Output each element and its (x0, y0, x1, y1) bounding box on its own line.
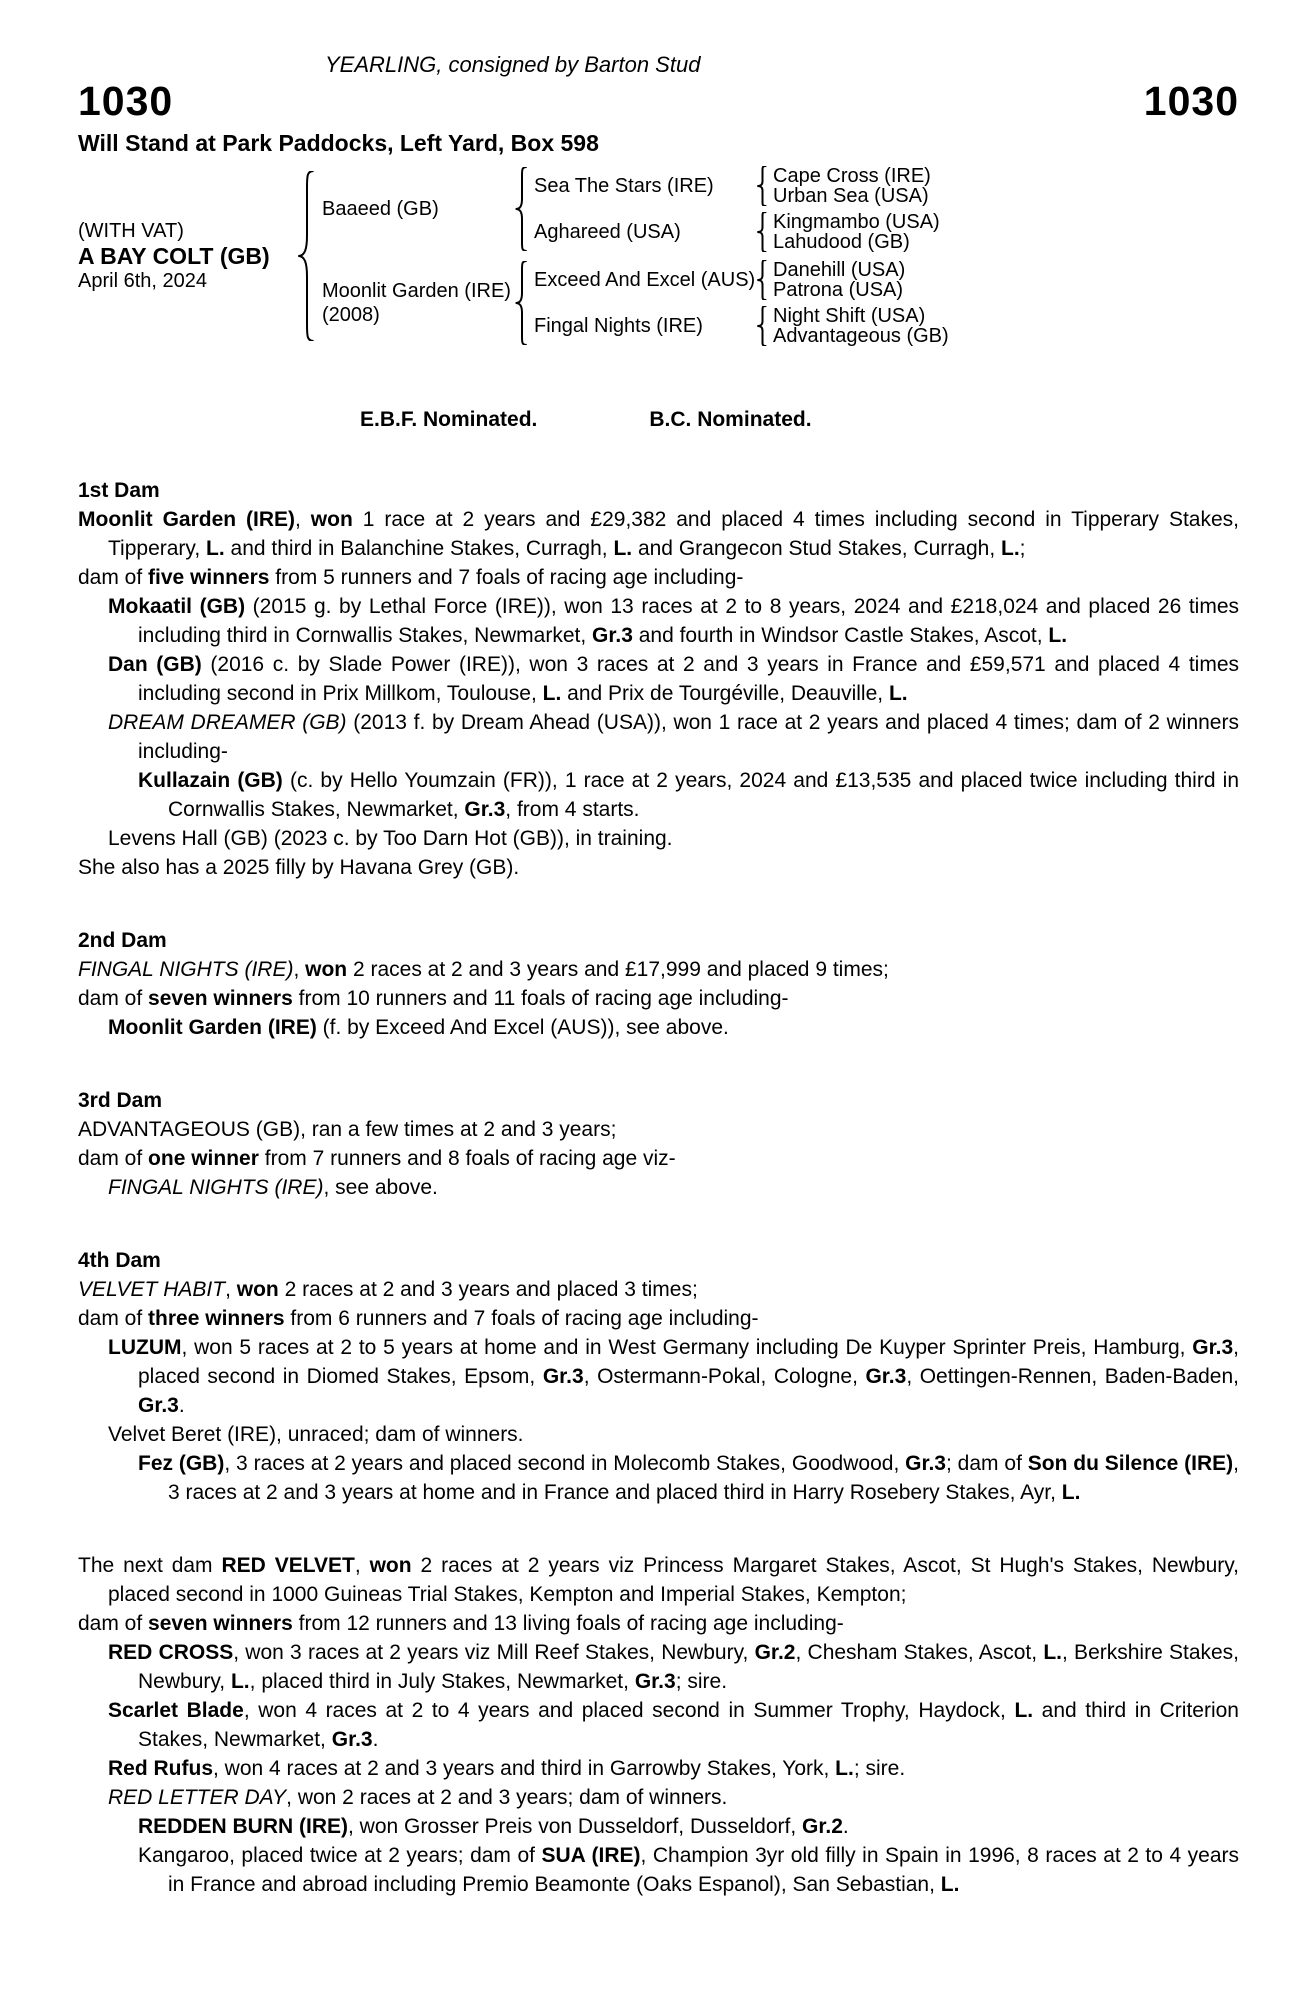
dam-sire-name: Exceed And Excel (AUS) (534, 268, 756, 291)
brace-icon (514, 167, 530, 251)
sire-branch (322, 166, 949, 252)
pedigree-entry: Patrona (USA) (773, 279, 904, 301)
stand-location-line: Will Stand at Park Paddocks, Left Yard, Box 598 (78, 130, 599, 156)
pedigree-paragraph: Kullazain (GB) (c. by Hello Youmzain (FR)), 1 race at 2 years, 2024 and £13,535 and placed twice including third in Cornwallis Stakes, Newmarket, Gr.3, from 4 starts. (138, 769, 1239, 821)
sire-dam-name: Aghareed (USA) (534, 220, 681, 243)
pedigree-paragraph: dam of three winners from 6 runners and 7 foals of racing age including- (78, 1307, 759, 1330)
pedigree-entry: Night Shift (USA) (773, 305, 926, 327)
pedigree-paragraph: Fez (GB), 3 races at 2 years and placed second in Molecomb Stakes, Goodwood, Gr.3; dam of Son du Silence (IRE), 3 races at 2 and 3 years at home and in France and placed third in Harry Rosebery Stakes, Ayr, L. (138, 1452, 1240, 1504)
section-heading: 4th Dam (78, 1249, 161, 1272)
pedigree-paragraph: Kangaroo, placed twice at 2 years; dam of SUA (IRE), Champion 3yr old filly in Spain in 1996, 8 races at 2 to 4 years in France and abroad including Premio Beamonte (Oaks Espanol), San Sebastian, L. (138, 1844, 1239, 1896)
dam-name: Moonlit Garden (IRE) (322, 280, 511, 302)
section-3rd-dam (78, 1086, 1239, 1202)
pedigree-paragraph: LUZUM, won 5 races at 2 to 5 years at home and in West Germany including De Kuyper Sprinter Preis, Hamburg, Gr.3, placed second in Diomed Stakes, Epsom, Gr.3, Ostermann-Pokal, Cologne, Gr.3, Oettingen-Rennen, Baden-Baden, Gr.3. (108, 1336, 1239, 1417)
pedigree-table (78, 166, 1239, 346)
sire-name: Baaeed (GB) (322, 198, 439, 220)
dam-year: (2008) (322, 304, 380, 326)
pedigree-paragraph: The next dam RED VELVET, won 2 races at 2 years viz Princess Margaret Stakes, Ascot, St Hugh's Stakes, Newbury, placed second in 1000 Guineas Trial Stakes, Kempton and Imperial Stakes, Kempton; (78, 1554, 1240, 1606)
section-heading: 3rd Dam (78, 1089, 163, 1112)
pedigree-paragraph: dam of five winners from 5 runners and 7 foals of racing age including- (78, 566, 744, 589)
consignor-line: YEARLING, consigned by Barton Stud (325, 52, 701, 77)
grandparent-names (773, 306, 949, 346)
ebf-note: E.B.F. Nominated. (360, 408, 538, 431)
section-heading: 1st Dam (78, 479, 160, 502)
pedigree-paragraph: RED LETTER DAY, won 2 races at 2 and 3 years; dam of winners. (108, 1786, 728, 1809)
section-heading: 2nd Dam (78, 929, 167, 952)
pedigree-paragraph: FINGAL NIGHTS (IRE), won 2 races at 2 and 3 years and £17,999 and placed 9 times; (78, 958, 889, 981)
pedigree-paragraph: dam of one winner from 7 runners and 8 foals of racing age viz- (78, 1147, 676, 1170)
dam-parents (534, 260, 949, 346)
pedigree-paragraph: Moonlit Garden (IRE) (f. by Exceed And Excel (AUS)), see above. (108, 1016, 729, 1039)
brace-icon (756, 306, 769, 346)
lot-number-row (78, 80, 1239, 122)
lot-number-left: 1030 (78, 78, 174, 124)
pedigree-generations (322, 166, 949, 346)
pedigree-paragraph: REDDEN BURN (IRE), won Grosser Preis von Dusseldorf, Dusseldorf, Gr.2. (138, 1815, 849, 1838)
pedigree-paragraph: Scarlet Blade, won 4 races at 2 to 4 years and placed second in Summer Trophy, Haydock, L. and third in Criterion Stakes, Newmarket, Gr.3. (108, 1699, 1239, 1751)
section-1st-dam (78, 476, 1239, 882)
sire-sire-name: Sea The Stars (IRE) (534, 174, 714, 197)
sire-parents (534, 166, 940, 252)
pedigree-entry: Lahudood (GB) (773, 231, 910, 253)
pedigree-paragraph: Red Rufus, won 4 races at 2 and 3 years and third in Garrowby Stakes, York, L.; sire. (108, 1757, 906, 1780)
section-4th-dam (78, 1246, 1239, 1507)
pedigree-paragraph: Moonlit Garden (IRE), won 1 race at 2 years and £29,382 and placed 4 times including second in Tipperary Stakes, Tipperary, L. and third in Balanchine Stakes, Curragh, L. and Grangecon Stud Stakes, Curragh, L.; (78, 508, 1239, 560)
brace-icon (514, 261, 530, 345)
pedigree-entry: Kingmambo (USA) (773, 211, 940, 233)
sire-sire-family (534, 166, 940, 206)
grandparent-names (773, 260, 905, 300)
pedigree-paragraph: Dan (GB) (2016 c. by Slade Power (IRE)), won 3 races at 2 and 3 years in France and £59,571 and placed 4 times including second in Prix Millkom, Toulouse, L. and Prix de Tourgéville, Deauville, L. (108, 653, 1239, 705)
grandparent-names (773, 166, 931, 206)
pedigree-entry: Cape Cross (IRE) (773, 165, 931, 187)
pedigree-paragraph: Mokaatil (GB) (2015 g. by Lethal Force (IRE)), won 13 races at 2 to 8 years, 2024 and £218,024 and placed 26 times including third in Cornwallis Stakes, Newmarket, Gr.3 and fourth in Windsor Castle Stakes, Ascot, L. (108, 595, 1239, 647)
dam-cell (322, 279, 514, 327)
brace-icon (756, 260, 769, 300)
vat-note: (WITH VAT) (78, 219, 184, 242)
brace-icon (756, 212, 769, 252)
pedigree-paragraph: ADVANTAGEOUS (GB), ran a few times at 2 and 3 years; (78, 1118, 617, 1141)
section-next-dam (78, 1551, 1239, 1899)
pedigree-paragraph: VELVET HABIT, won 2 races at 2 and 3 years and placed 3 times; (78, 1278, 698, 1301)
pedigree-paragraph: RED CROSS, won 3 races at 2 years viz Mill Reef Stakes, Newbury, Gr.2, Chesham Stakes, Ascot, L., Berkshire Stakes, Newbury, L., placed third in July Stakes, Newmarket, Gr.3; sire. (108, 1641, 1240, 1693)
pedigree-paragraph: She also has a 2025 filly by Havana Grey (GB). (78, 856, 520, 879)
foaling-date: April 6th, 2024 (78, 269, 207, 292)
colt-title: A BAY COLT (GB) (78, 242, 270, 269)
brace-icon (296, 171, 318, 341)
colt-info (78, 219, 296, 294)
dam-dam-name: Fingal Nights (IRE) (534, 314, 703, 337)
nomination-line (78, 408, 1239, 432)
pedigree-paragraph: Levens Hall (GB) (2023 c. by Too Darn Hot (GB)), in training. (108, 827, 673, 850)
grandparent-names (773, 212, 940, 252)
pedigree-paragraph: FINGAL NIGHTS (IRE), see above. (108, 1176, 438, 1199)
brace-icon (756, 166, 769, 206)
dam-sire-family (534, 260, 949, 300)
sire-dam-family (534, 212, 940, 252)
pedigree-paragraph: dam of seven winners from 10 runners and 11 foals of racing age including- (78, 987, 789, 1010)
pedigree-paragraph: DREAM DREAMER (GB) (2013 f. by Dream Ahead (USA)), won 1 race at 2 years and placed 4 times; dam of 2 winners including- (108, 711, 1239, 763)
dam-branch (322, 260, 949, 346)
pedigree-paragraph: Velvet Beret (IRE), unraced; dam of winners. (108, 1423, 524, 1446)
pedigree-entry: Danehill (USA) (773, 259, 906, 281)
pedigree-entry: Advantageous (GB) (773, 325, 949, 347)
pedigree-paragraph: dam of seven winners from 12 runners and 13 living foals of racing age including- (78, 1612, 844, 1635)
pedigree-entry: Urban Sea (USA) (773, 185, 929, 207)
bc-note: B.C. Nominated. (649, 408, 812, 431)
section-2nd-dam (78, 926, 1239, 1042)
lot-number-right: 1030 (1143, 78, 1239, 124)
dam-dam-family (534, 306, 949, 346)
